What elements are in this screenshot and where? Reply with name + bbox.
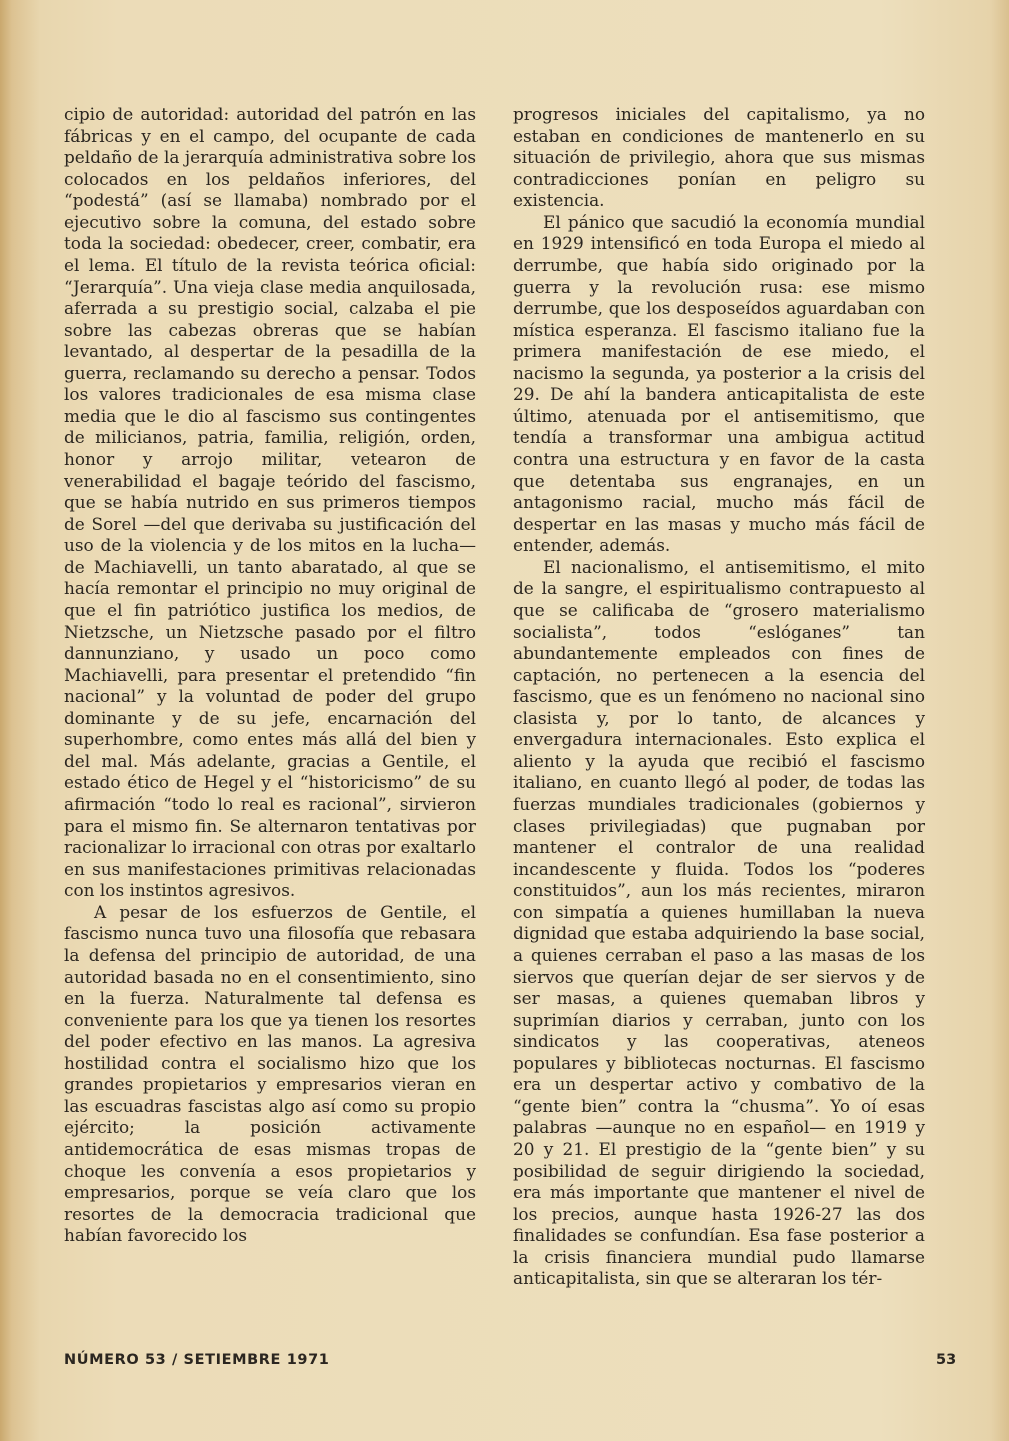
right-text-column (513, 104, 925, 1290)
paragraph: progresos iniciales del capitalismo, ya no estaban en condiciones de mantenerlo en su situación de privilegio, ahora que sus mismas contradicciones ponían en peligro su existencia. (513, 104, 925, 211)
paragraph: A pesar de los esfuerzos de Gentile, el fascismo nunca tuvo una filosofía que rebasara la defensa del principio de autoridad, de una autoridad basada no en el consentimiento, sino en la fuerza. Naturalmente tal defensa es conveniente para los que ya tienen los resortes del poder efectivo en las manos. La agresiva hostilidad contra el socialismo hizo que los grandes propietarios y empresarios vieran en las escuadras fascistas algo así como su propio ejército; la posición activamente antidemocrática de esas mismas tropas de choque les convenía a esos propietarios y empresarios, porque se veía claro que los resortes de la democracia tradicional que habían favorecido los (64, 901, 476, 1246)
paragraph: El nacionalismo, el antisemitismo, el mito de la sangre, el espiritualismo contrapuesto al que se calificaba de “grosero materialismo socialista”, todos “eslóganes” tan abundantemente empleados con fines de captación, no pertenecen a la esencia del fascismo, que es un fenómeno no nacional sino clasista y, por lo tanto, de alcances y envergadura internacionales. Esto explica el aliento y la ayuda que recibió el fascismo italiano, en cuanto llegó al poder, de todas las fuerzas mundiales tradicionales (gobiernos y clases privilegiadas) que pugnaban por mantener el contralor de una realidad incandescente y fluida. Todos los “poderes constituidos”, aun los más recientes, miraron con simpatía a quienes humillaban la nueva dignidad que estaba adquiriendo la base social, a quienes cerraban el paso a las masas de los siervos que querían dejar de ser siervos y de ser masas, a quienes quemaban libros y suprimían diarios y cerraban, junto con los sindicatos y las cooperativas, ateneos populares y bibliotecas nocturnas. El fascismo era un despertar activo y combativo de la “gente bien” contra la “chusma”. Yo oí esas palabras —aunque no en español— en 1919 y 20 y 21. El prestigio de la “gente bien” y su posibilidad de seguir dirigiendo la sociedad, era más importante que mantener el nivel de los precios, aunque hasta 1926-27 las dos finalidades se confundían. Esa fase posterior a la crisis financiera mundial pudo llamarse anticapitalista, sin que se alteraran los tér- (513, 556, 925, 1289)
page-number: 53 (936, 1352, 957, 1368)
paragraph: El pánico que sacudió la economía mundial en 1929 intensificó en toda Europa el miedo al derrumbe, que había sido originado por la guerra y la revolución rusa: ese mismo derrumbe, que los desposeídos aguardaban con mística esperanza. El fascismo italiano fue la primera manifestación de ese miedo, el nacismo la segunda, ya posterior a la crisis del 29. De ahí la bandera anticapitalista de este último, atenuada por el antisemitismo, que tendía a transformar una ambigua actitud contra una estructura y en favor de la casta que detentaba sus engranajes, en un antagonismo racial, mucho más fácil de despertar en las masas y mucho más fácil de entender, además. (513, 211, 925, 556)
paragraph: cipio de autoridad: autoridad del patrón en las fábricas y en el campo, del ocupante de cada peldaño de la jerarquía administrativa sobre los colocados en los peldaños inferiores, del “podestá” (así se llamaba) nombrado por el ejecutivo sobre la comuna, del estado sobre toda la sociedad: obedecer, creer, combatir, era el lema. El título de la revista teórica oficial: “Jerarquía”. Una vieja clase media anquilosada, aferrada a su prestigio social, calzaba el pie sobre las cabezas obreras que se habían levantado, al despertar de la pesadilla de la guerra, reclamando su derecho a pensar. Todos los valores tradicionales de esa misma clase media que le dio al fascismo sus contingentes de milicianos, patria, familia, religión, orden, honor y arrojo militar, vetearon de venerabilidad el bagaje teórido del fascismo, que se había nutrido en sus primeros tiempos de Sorel —del que derivaba su justificación del uso de la violencia y de los mitos en la lucha— de Machiavelli, un tanto abaratado, al que se hacía remontar el principio no muy original de que el fin patriótico justifica los medios, de Nietzsche, un Nietzsche pasado por el filtro dannunziano, y usado un poco como Machiavelli, para presentar el pretendido “fin nacional” y la voluntad de poder del grupo dominante y de su jefe, encarnación del superhombre, como entes más allá del bien y del mal. Más adelante, gracias a Gentile, el estado ético de Hegel y el “historicismo” de su afirmación “todo lo real es racional”, sirvieron para el mismo fin. Se alternaron tentativas por racionalizar lo irracional con otras por exaltarlo en sus manifestaciones primitivas relacionadas con los instintos agresivos. (64, 104, 476, 901)
issue-footer: NÚMERO 53 / SETIEMBRE 1971 (64, 1352, 330, 1368)
left-text-column (64, 104, 476, 1247)
